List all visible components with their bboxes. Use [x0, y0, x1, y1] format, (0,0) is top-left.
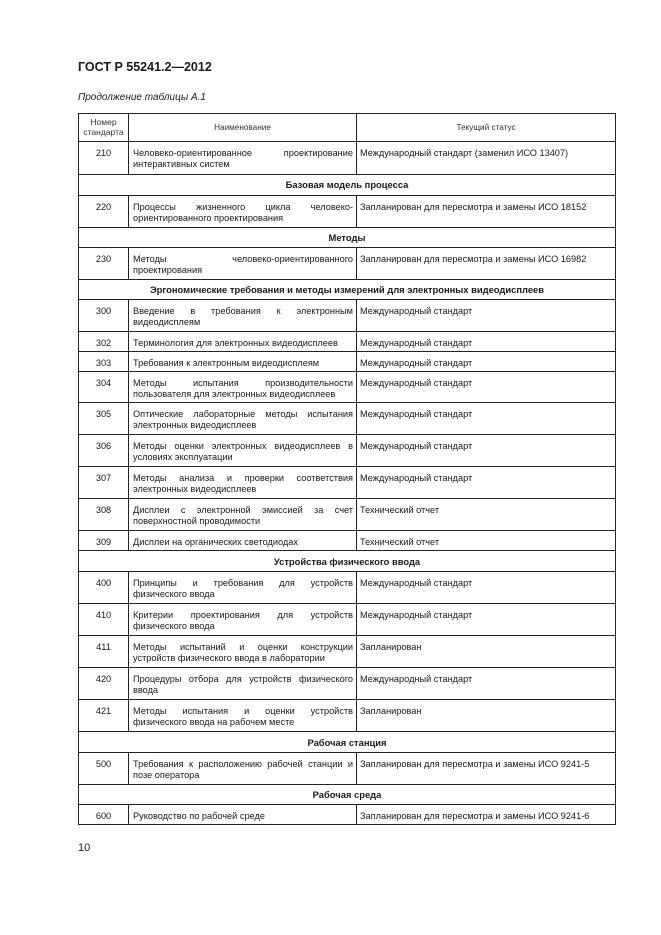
- standard-number: 304: [79, 372, 129, 403]
- standards-table: [78, 113, 616, 825]
- section-row: [79, 175, 616, 196]
- standard-number: 306: [79, 435, 129, 467]
- section-title: Эргономические требования и методы измерений для электронных видеодисплеев: [79, 280, 616, 300]
- standard-number: 307: [79, 467, 129, 499]
- standard-name: Дисплеи с электронной эмиссией за счет поверхностной проводимости: [129, 499, 357, 531]
- standard-status: Запланирован для пересмотра и замены ИСО 16982: [357, 248, 616, 280]
- section-title: Базовая модель процесса: [79, 175, 616, 196]
- standard-name: Процессы жизненного цикла человеко-ориентированного проектирования: [129, 196, 357, 228]
- standard-status: Международный стандарт: [357, 332, 616, 352]
- standard-status: Международный стандарт: [357, 572, 616, 604]
- standard-status: Международный стандарт: [357, 300, 616, 332]
- table-row: [79, 142, 616, 175]
- standard-status: Международный стандарт: [357, 372, 616, 403]
- table-row: [79, 499, 616, 531]
- standard-status: Международный стандарт: [357, 352, 616, 372]
- section-row: [79, 785, 616, 805]
- standard-name: Дисплеи на органических светодиодах: [129, 531, 357, 551]
- standard-number: 305: [79, 403, 129, 435]
- section-row: [79, 280, 616, 300]
- table-row: [79, 332, 616, 352]
- table-row: [79, 300, 616, 332]
- table-row: [79, 604, 616, 636]
- column-header-name: Наименование: [129, 114, 357, 142]
- table-row: [79, 572, 616, 604]
- standard-name: Терминология для электронных видеодисплеев: [129, 332, 357, 352]
- section-title: Рабочая станция: [79, 732, 616, 753]
- standard-name: Оптические лабораторные методы испытания электронных видеодисплеев: [129, 403, 357, 435]
- standard-name: Руководство по рабочей среде: [129, 805, 357, 825]
- table-row: [79, 248, 616, 280]
- standard-number: 309: [79, 531, 129, 551]
- standard-status: Международный стандарт: [357, 403, 616, 435]
- table-row: [79, 531, 616, 551]
- standard-number: 308: [79, 499, 129, 531]
- standard-name: Введение в требования к электронным видеодисплеям: [129, 300, 357, 332]
- standard-status: Международный стандарт: [357, 604, 616, 636]
- table-row: [79, 196, 616, 228]
- table-row: [79, 636, 616, 668]
- section-row: [79, 551, 616, 572]
- standard-name: Критерии проектирования для устройств физического ввода: [129, 604, 357, 636]
- standard-number: 302: [79, 332, 129, 352]
- standard-number: 220: [79, 196, 129, 228]
- table-row: [79, 700, 616, 732]
- standard-status: Международный стандарт: [357, 668, 616, 700]
- standard-name: Методы человеко-ориентированного проектирования: [129, 248, 357, 280]
- standard-name: Методы испытаний и оценки конструкции устройств физического ввода в лаборатории: [129, 636, 357, 668]
- standard-status: Международный стандарт (заменил ИСО 13407): [357, 142, 616, 175]
- table-row: [79, 753, 616, 785]
- table-row: [79, 805, 616, 825]
- standard-status: Запланирован: [357, 636, 616, 668]
- document-header: ГОСТ Р 55241.2—2012: [78, 60, 212, 74]
- section-title: Устройства физического ввода: [79, 551, 616, 572]
- standard-name: Методы оценки электронных видеодисплеев в условиях эксплуатации: [129, 435, 357, 467]
- standard-status: Международный стандарт: [357, 467, 616, 499]
- standard-name: Требования к расположению рабочей станции и позе оператора: [129, 753, 357, 785]
- standard-status: Запланирован для пересмотра и замены ИСО 18152: [357, 196, 616, 228]
- standard-name: Человеко-ориентированное проектирование интерактивных систем: [129, 142, 357, 175]
- standard-number: 421: [79, 700, 129, 732]
- standard-name: Методы испытания и оценки устройств физического ввода на рабочем месте: [129, 700, 357, 732]
- table-row: [79, 467, 616, 499]
- page-number: 10: [78, 842, 91, 854]
- standard-status: Технический отчет: [357, 499, 616, 531]
- standard-status: Запланирован: [357, 700, 616, 732]
- standard-number: 600: [79, 805, 129, 825]
- column-header-number: Номер стандарта: [79, 114, 129, 142]
- standard-number: 230: [79, 248, 129, 280]
- standard-number: 410: [79, 604, 129, 636]
- table-row: [79, 352, 616, 372]
- standard-name: Принципы и требования для устройств физического ввода: [129, 572, 357, 604]
- table-caption: Продолжение таблицы А.1: [78, 92, 206, 103]
- table-header-row: [79, 114, 616, 142]
- section-title: Методы: [79, 228, 616, 248]
- standard-name: Методы испытания производительности пользователя для электронных видеодисплеев: [129, 372, 357, 403]
- standard-number: 420: [79, 668, 129, 700]
- column-header-status: Текущий статус: [357, 114, 616, 142]
- standard-name: Процедуры отбора для устройств физического ввода: [129, 668, 357, 700]
- standard-status: Запланирован для пересмотра и замены ИСО 9241-6: [357, 805, 616, 825]
- standard-number: 500: [79, 753, 129, 785]
- table-row: [79, 403, 616, 435]
- table-row: [79, 372, 616, 403]
- section-title: Рабочая среда: [79, 785, 616, 805]
- standard-number: 210: [79, 142, 129, 175]
- standard-name: Требования к электронным видеодисплеям: [129, 352, 357, 372]
- standard-number: 303: [79, 352, 129, 372]
- section-row: [79, 732, 616, 753]
- standard-status: Международный стандарт: [357, 435, 616, 467]
- standard-number: 411: [79, 636, 129, 668]
- table-row: [79, 668, 616, 700]
- standard-number: 300: [79, 300, 129, 332]
- standard-status: Технический отчет: [357, 531, 616, 551]
- section-row: [79, 228, 616, 248]
- standard-name: Методы анализа и проверки соответствия электронных видеодисплеев: [129, 467, 357, 499]
- standard-number: 400: [79, 572, 129, 604]
- table-row: [79, 435, 616, 467]
- standard-status: Запланирован для пересмотра и замены ИСО 9241-5: [357, 753, 616, 785]
